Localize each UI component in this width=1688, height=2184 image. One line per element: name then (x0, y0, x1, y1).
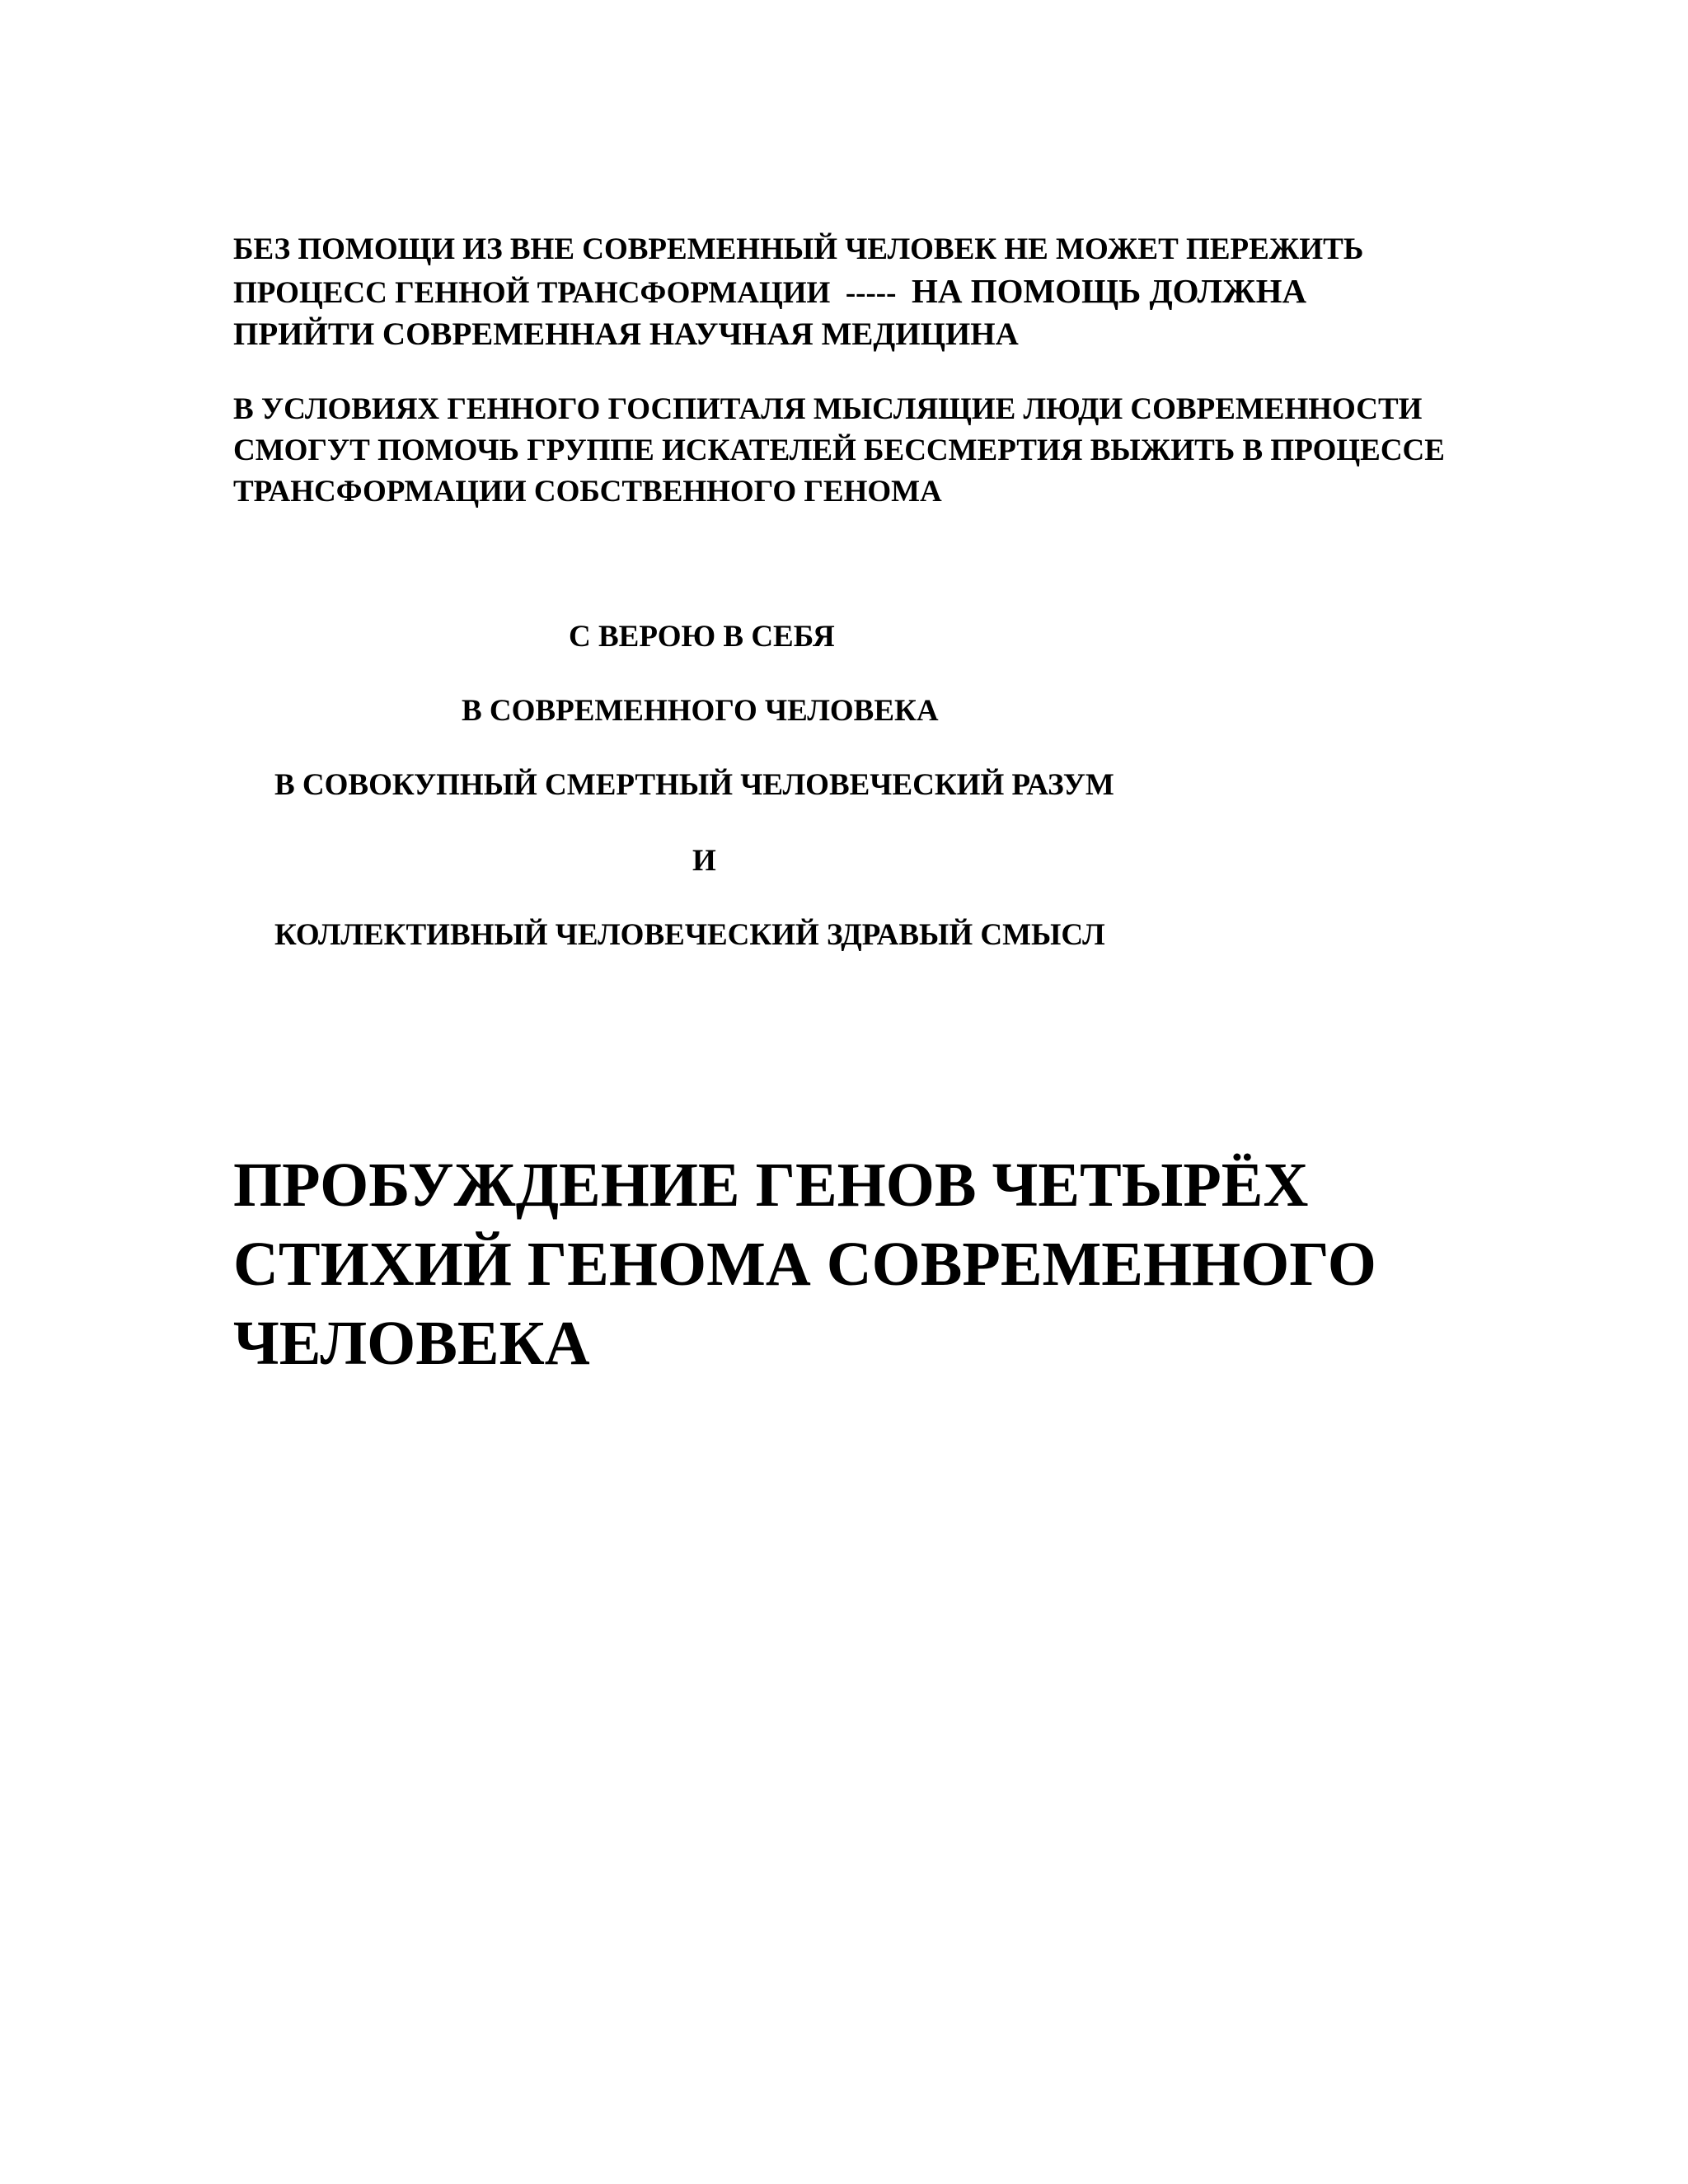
intro-line-2-part-b: НА ПОМОЩЬ ДОЛЖНА (911, 272, 1307, 310)
faith-line-3: В СОВОКУПНЫЙ СМЕРТНЫЙ ЧЕЛОВЕЧЕСКИЙ РАЗУМ (274, 768, 1114, 802)
faith-line-2: В СОВРЕМЕННОГО ЧЕЛОВЕКА (462, 694, 939, 728)
document-title (233, 1146, 1376, 1383)
intro-paragraph (233, 229, 1363, 355)
intro-line-3: ПРИЙТИ СОВРЕМЕННАЯ НАУЧНАЯ МЕДИЦИНА (233, 316, 1019, 352)
faith-line-1: С ВЕРОЮ В СЕБЯ (569, 620, 835, 654)
hospital-line-1: В УСЛОВИЯХ ГЕННОГО ГОСПИТАЛЯ МЫСЛЯЩИЕ ЛЮДИ СОВРЕМЕННОСТИ (233, 392, 1423, 426)
faith-line-5: КОЛЛЕКТИВНЫЙ ЧЕЛОВЕЧЕСКИЙ ЗДРАВЫЙ СМЫСЛ (274, 918, 1105, 952)
title-line-3: ЧЕЛОВЕКА (233, 1309, 590, 1378)
intro-line-1: БЕЗ ПОМОЩИ ИЗ ВНЕ СОВРЕМЕННЫЙ ЧЕЛОВЕК НЕ МОЖЕТ ПЕРЕЖИТЬ (233, 232, 1364, 266)
hospital-line-2: СМОГУТ ПОМОЧЬ ГРУППЕ ИСКАТЕЛЕЙ БЕССМЕРТИЯ ВЫЖИТЬ В ПРОЦЕССЕ (233, 434, 1445, 467)
title-line-2: СТИХИЙ ГЕНОМА СОВРЕМЕННОГО (233, 1230, 1376, 1299)
intro-line-2 (233, 270, 1363, 314)
hospital-paragraph (233, 389, 1445, 513)
title-line-1: ПРОБУЖДЕНИЕ ГЕНОВ ЧЕТЫРЁХ (233, 1151, 1309, 1220)
intro-line-2-part-a: ПРОЦЕСС ГЕННОЙ ТРАНСФОРМАЦИИ ----- (233, 276, 912, 310)
hospital-line-3: ТРАНСФОРМАЦИИ СОБСТВЕННОГО ГЕНОМА (233, 475, 942, 509)
faith-line-4: И (692, 844, 716, 878)
